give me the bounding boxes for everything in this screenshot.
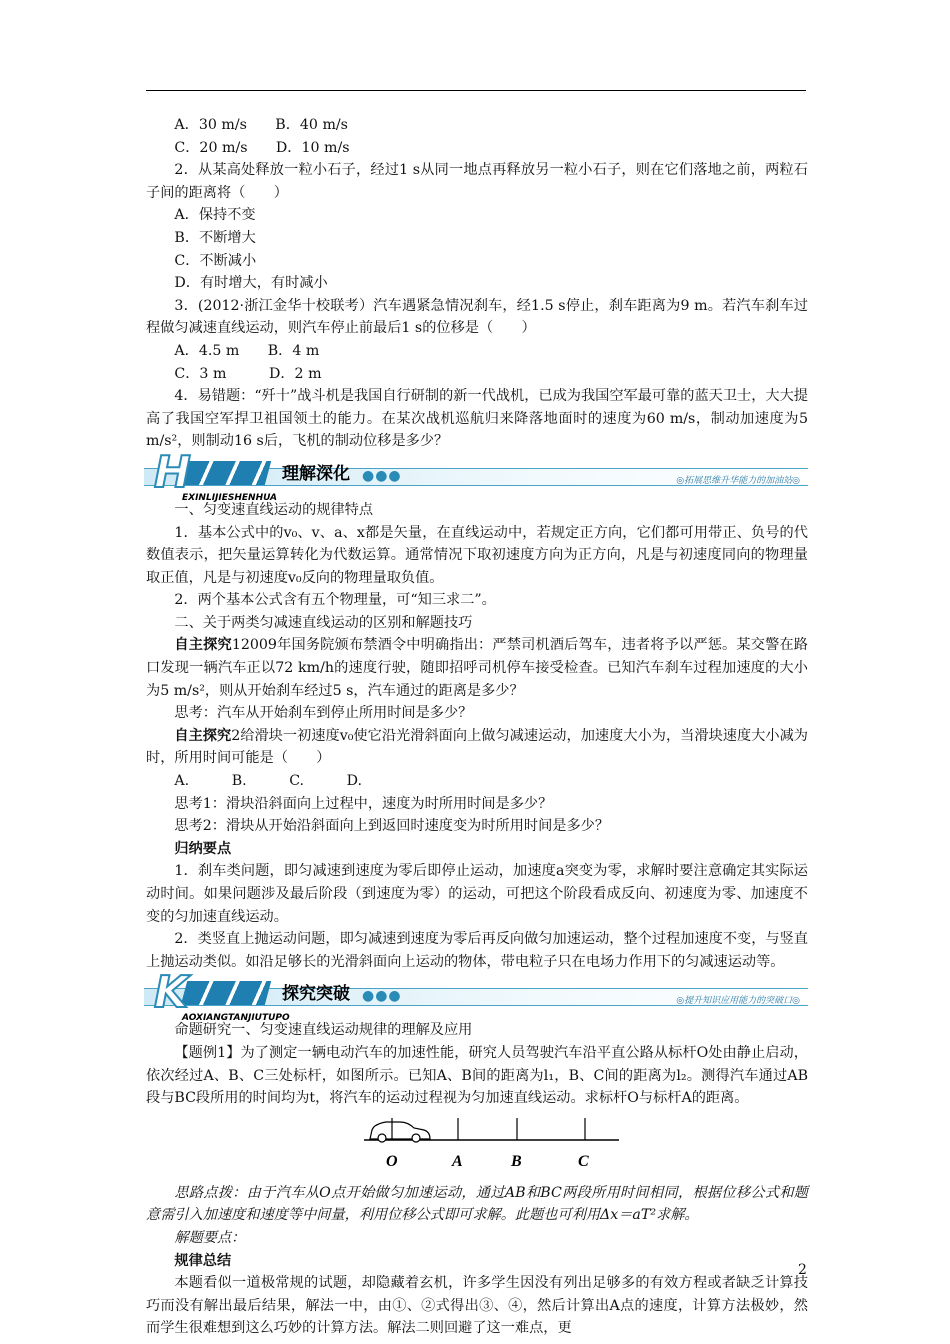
banner-pinyin: AOXIANGTANJIUTUPO bbox=[182, 1013, 290, 1024]
banner-letter: K bbox=[154, 967, 189, 1019]
section-heading: 命题研究一、匀变速直线运动规律的理解及应用 bbox=[174, 1022, 473, 1039]
paragraph: 2．两个基本公式含有五个物理量，可“知三求二”。 bbox=[174, 592, 496, 609]
law-heading: 规律总结 bbox=[174, 1252, 232, 1269]
banner-letter: H bbox=[154, 446, 191, 498]
example-1: 【题例1】为了测定一辆电动汽车的加速性能，研究人员驾驶汽车沿平直公路从标杆O处由静止启动，依次经过A、B、C三处标杆，如图所示。已知A、B间的距离为l₁，B、C间的距离为l₂。测得汽车通过AB段与BC段所用的时间均为t，将汽车的运动过程视为匀加速直线运动。求标杆O与标杆A的距离。 bbox=[146, 1044, 808, 1107]
banner-slogan: ◎拓展思维升华能力的加油站◎ bbox=[676, 475, 800, 486]
section-heading: 一、匀变速直线运动的规律特点 bbox=[174, 501, 374, 518]
answer-line: C．20 m/s D．10 m/s bbox=[174, 139, 350, 156]
answer-line: A．30 m/s B．40 m/s bbox=[174, 117, 348, 133]
section-banner-lijieshenhua bbox=[144, 446, 808, 503]
banner-title: 探究突破 bbox=[282, 984, 350, 1005]
question-3: 3．(2012·浙江金华十校联考）汽车遇紧急情况刹车，经1.5 s停止，刹车距离为9 m。若汽车刹车过程做匀减速直线运动，则汽车停止前最后1 s的位移是（ ） bbox=[146, 297, 808, 337]
option: B．不断增大 bbox=[174, 229, 256, 246]
think: 思考1：滑块沿斜面向上过程中，速度为时所用时间是多少？ bbox=[174, 795, 553, 812]
paragraph: 1．基本公式中的v₀、v、a、x都是矢量，在直线运动中，若规定正方向，它们都可用带正、负号的代数值表示，把矢量运算转化为代数运算。通常情况下取初速度方向为正方向，凡是与初速度同向的物理量取正值，凡是与初速度v₀反向的物理量取负值。 bbox=[146, 524, 808, 586]
exercise-label: 自主探究 bbox=[174, 727, 232, 744]
page-content bbox=[146, 114, 813, 1340]
option: A．4.5 m B．4 m bbox=[174, 342, 320, 359]
car-figure bbox=[146, 1110, 808, 1182]
exercise-2 bbox=[146, 725, 808, 770]
paragraph: 1．刹车类问题，即匀减速到速度为零后即停止运动，加速度a突变为零，求解时要注意确定其实际运动时间。如果问题涉及最后阶段（到速度为零）的运动，可把这个阶段看成反向、初速度为零、加速度不变的匀加速直线运动。 bbox=[146, 863, 808, 925]
option: C．3 m D．2 m bbox=[174, 365, 322, 382]
summary-heading: 归纳要点 bbox=[174, 840, 232, 857]
header-rule bbox=[146, 90, 806, 91]
label-b: B bbox=[511, 1152, 522, 1170]
car-diagram bbox=[364, 1110, 624, 1182]
hint: 思路点拨：由于汽车从O点开始做匀加速运动，通过AB和BC两段所用时间相同，根据位移公式和题意需引入加速度和速度等中间量，利用位移公式即可求解。此题也可利用Δx＝aT²求解。 bbox=[146, 1184, 808, 1224]
exercise-1 bbox=[146, 634, 808, 702]
section-banner-tanjiutupo bbox=[144, 967, 808, 1024]
banner-pinyin: EXINLIJIESHENHUA bbox=[182, 492, 277, 503]
banner-slogan: ◎提升知识应用能力的突破口◎ bbox=[676, 996, 800, 1007]
question-2: 2．从某高处释放一粒小石子，经过1 s从同一地点再释放另一粒小石子，则在它们落地之前，两粒石子间的距离将（ ） bbox=[146, 162, 808, 201]
banner-bars bbox=[181, 461, 271, 485]
banner-dots: ●●● bbox=[362, 467, 402, 484]
banner-dots: ●●● bbox=[362, 988, 402, 1005]
option: A. B. C. D. bbox=[174, 773, 363, 790]
question-4: 4．易错题：“歼十”战斗机是我国自行研制的新一代战机，已成为我国空军最可靠的蓝天卫士，大大提高了我国空军捍卫祖国领土的能力。在某次战机巡航归来降落地面时的速度为60 m/s，制动加速度为5 m/s²，则制动16 s后，飞机的制动位移是多少？ bbox=[146, 388, 813, 450]
banner-bars bbox=[181, 981, 271, 1005]
car-wheel-front bbox=[378, 1134, 386, 1142]
think: 思考：汽车从开始刹车到停止所用时间是多少？ bbox=[174, 705, 473, 722]
exercise-text: 12009年国务院颁布禁酒令中明确指出：严禁司机酒后驾车，违者将予以严惩。某交警在路口发现一辆汽车正以72 km/h的速度行驶，随即招呼司机停车接受检查。已知汽车刹车过程加速度的大小为5 m/s²，则从开始刹车经过5 s，汽车通过的距离是多少？ bbox=[146, 637, 808, 699]
think: 思考2：滑块从开始沿斜面向上到返回时速度变为时所用时间是多少？ bbox=[174, 818, 610, 835]
banner-title: 理解深化 bbox=[282, 463, 350, 484]
option: D．有时增大，有时减小 bbox=[174, 275, 328, 292]
label-o: O bbox=[386, 1152, 398, 1170]
section-heading: 二、关于两类匀减速直线运动的区别和解题技巧 bbox=[174, 614, 473, 631]
car-wheel-rear bbox=[412, 1134, 420, 1142]
option: A．保持不变 bbox=[174, 207, 256, 224]
exercise-label: 自主探究 bbox=[174, 637, 232, 654]
label-c: C bbox=[578, 1152, 589, 1170]
key-points: 解题要点： bbox=[174, 1229, 246, 1246]
paragraph: 2．类竖直上抛运动问题，即匀减速到速度为零后再反向做匀加速运动，整个过程加速度不变，与竖直上抛运动类似。如沿足够长的光滑斜面向上运动的物体，带电粒子只在电场力作用下的匀减速运动等。 bbox=[146, 931, 808, 970]
paragraph: 本题看似一道极常规的试题，却隐藏着玄机，许多学生因没有列出足够多的有效方程或者缺乏计算技巧而没有解出最后结果，解法一中，由①、②式得出③、④，然后计算出A点的速度，计算方法极妙，然而学生很难想到这么巧妙的计算方法。解法二则回避了这一难点，更 bbox=[146, 1275, 808, 1337]
exercise-text: 2给滑块一初速度v₀使它沿光滑斜面向上做匀减速运动，加速度大小为，当滑块速度大小减为时，所用时间可能是（ ） bbox=[146, 727, 808, 767]
label-a: A bbox=[452, 1152, 463, 1170]
page-number: 2 bbox=[798, 1262, 807, 1278]
option: C．不断减小 bbox=[174, 252, 257, 269]
